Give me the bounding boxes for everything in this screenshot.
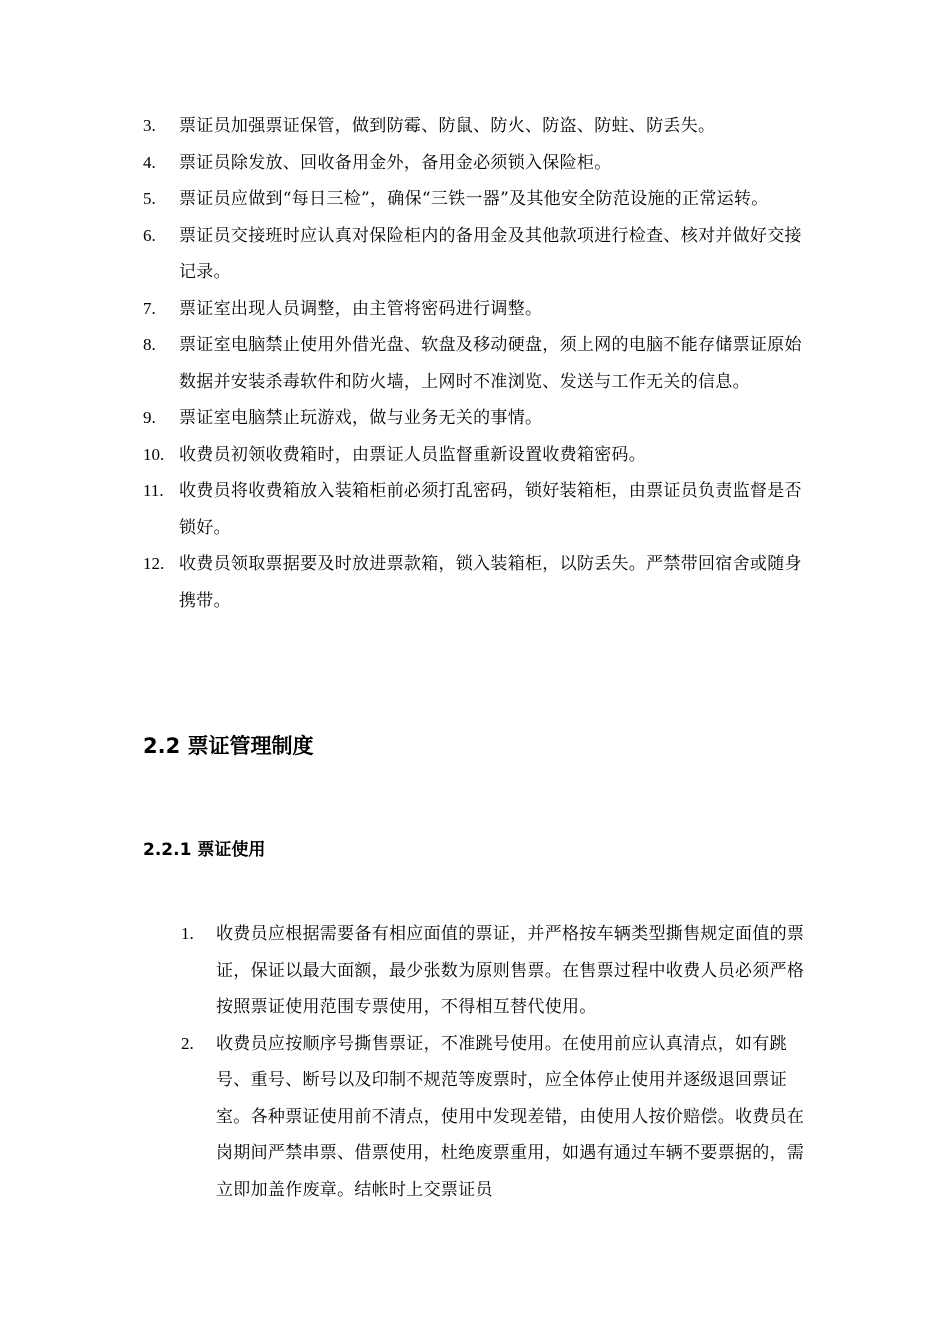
list-text: 票证员加强票证保管，做到防霉、防鼠、防火、防盗、防蛀、防丢失。: [179, 116, 716, 136]
list-item: [143, 327, 813, 400]
list-text: 票证员应做到“每日三检”，确保“三铁一器”及其他安全防范设施的正常运转。: [179, 189, 769, 209]
list-text: 收费员领取票据要及时放进票款箱，锁入装箱柜，以防丢失。严禁带回宿舍或随身携带。: [179, 554, 802, 611]
list-number: 3.: [143, 116, 156, 135]
list-number: 8.: [143, 335, 156, 354]
list-item: [143, 291, 813, 328]
list-text: 收费员将收费箱放入装箱柜前必须打乱密码，锁好装箱柜，由票证员负责监督是否锁好。: [179, 481, 802, 538]
list-item: [181, 1026, 813, 1209]
list-item: [143, 400, 813, 437]
list-item: [143, 145, 813, 182]
list-item: [181, 916, 813, 1026]
list-item: [143, 546, 813, 619]
list-text: 收费员初领收费箱时，由票证人员监督重新设置收费箱密码。: [179, 444, 647, 465]
list-number: 7.: [143, 298, 156, 318]
list-item: [143, 218, 813, 291]
list-text: 票证员除发放、回收备用金外，备用金必须锁入保险柜。: [179, 152, 612, 173]
list-number: 1.: [181, 924, 194, 943]
list-text: 票证室电脑禁止使用外借光盘、软盘及移动硬盘，须上网的电脑不能存储票证原始数据并安装杀毒软件和防火墙，上网时不准浏览、发送与工作无关的信息。: [179, 335, 802, 392]
list-text: 票证员交接班时应认真对保险柜内的备用金及其他款项进行检查、核对并做好交接记录。: [179, 225, 802, 282]
subsection-heading: 2.2.1 票证使用: [143, 840, 266, 860]
list-item: [143, 437, 813, 474]
list-item: [143, 473, 813, 546]
list-text: 票证室出现人员调整，由主管将密码进行调整。: [179, 298, 543, 319]
list-number: 6.: [143, 225, 156, 245]
list-number: 12.: [143, 554, 165, 573]
list-number: 10.: [143, 444, 165, 464]
list-number: 2.: [181, 1033, 194, 1053]
list-item: [143, 108, 813, 145]
list-text: 票证室电脑禁止玩游戏，做与业务无关的事情。: [179, 408, 543, 428]
list-item: [143, 181, 813, 218]
list-number: 4.: [143, 152, 156, 172]
numbered-list-rules: [143, 108, 813, 619]
list-text: 收费员应按顺序号撕售票证，不准跳号使用。在使用前应认真清点，如有跳号、重号、断号以及印制不规范等废票时，应全体停止使用并逐级退回票证室。各种票证使用前不清点，使用中发现差错，由使用人按价赔偿。收费员在岗期间严禁串票、借票使用，杜绝废票重用，如遇有通过车辆不要票据的，需立即加盖作废章。结帐时上交票证员: [216, 1033, 805, 1200]
list-number: 9.: [143, 408, 156, 427]
list-number: 11.: [143, 481, 164, 500]
section-heading: 2.2 票证管理制度: [143, 734, 314, 758]
list-number: 5.: [143, 189, 156, 208]
numbered-list-ticket-usage: [181, 916, 813, 1208]
list-text: 收费员应根据需要备有相应面值的票证，并严格按车辆类型撕售规定面值的票证，保证以最大面额，最少张数为原则售票。在售票过程中收费人员必须严格按照票证使用范围专票使用，不得相互替代使用。: [216, 924, 805, 1017]
